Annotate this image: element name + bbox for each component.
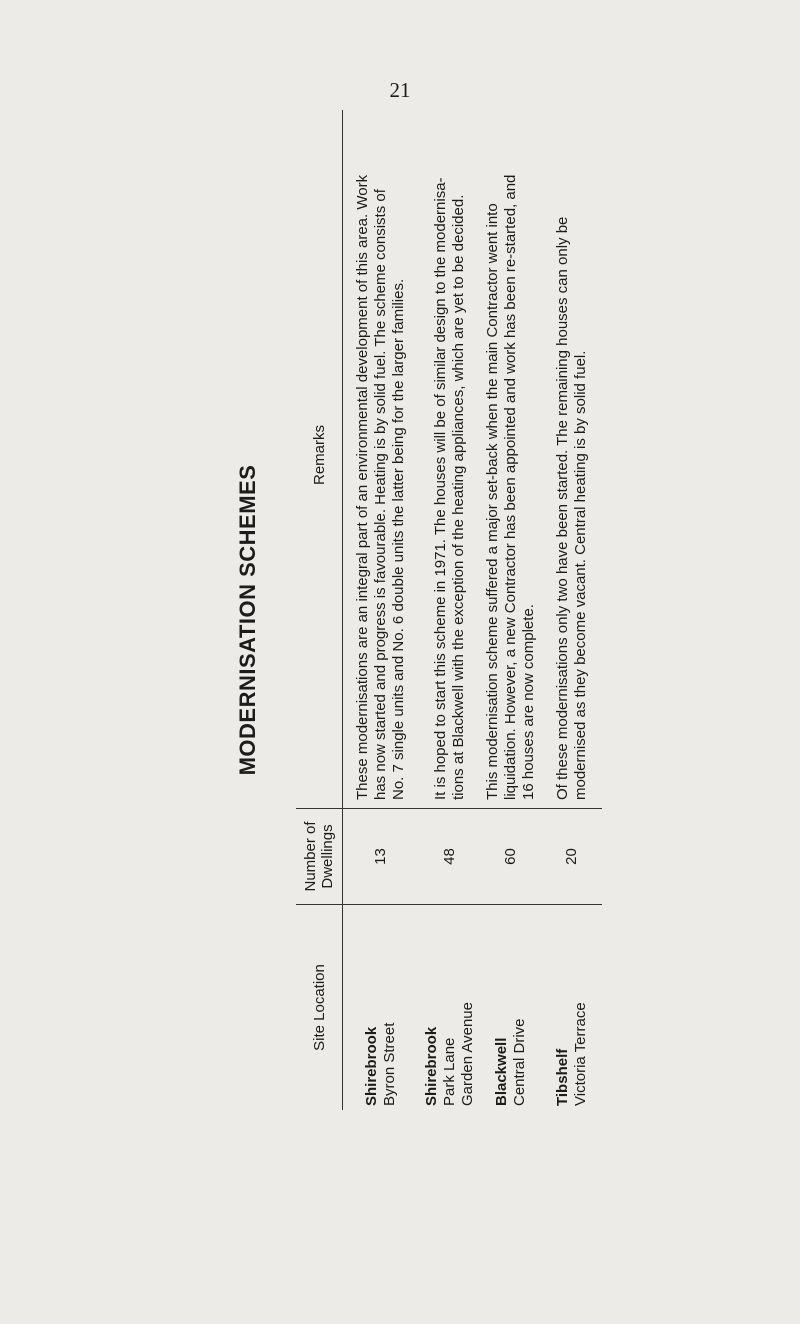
- site-location-line: Victoria Terrace: [571, 1002, 589, 1106]
- page-title: MODERNISATION SCHEMES: [235, 464, 260, 776]
- remarks-line: 16 houses are now complete.: [519, 604, 537, 800]
- header-site-location: Site Location: [296, 905, 343, 1111]
- site-location-line: Byron Street: [381, 1022, 398, 1106]
- site-location-line: Shirebrook: [363, 1026, 380, 1106]
- remarks-line: This modernisation scheme suffered a major set-back when the main Contractor went into: [483, 203, 501, 800]
- remarks-line: These modernisations are an integral part of an environmental development of this area. Work: [354, 174, 371, 800]
- table-row: [541, 110, 602, 1110]
- site-location-cell: [480, 905, 541, 1111]
- remarks-cell: [541, 110, 602, 809]
- number-of-dwellings-cell: 20: [541, 809, 602, 905]
- table-row: [419, 110, 480, 1110]
- site-location-line: Garden Avenue: [458, 1002, 476, 1106]
- remarks-line: Of these modernisations only two have been started. The remaining houses can only be: [553, 216, 571, 800]
- table-header-row: [296, 110, 343, 1110]
- number-of-dwellings-cell: 13: [343, 809, 420, 905]
- schemes-table: [296, 110, 602, 1110]
- header-remarks: Remarks: [296, 110, 343, 809]
- remarks-cell: [480, 110, 541, 809]
- number-of-dwellings-cell: 48: [419, 809, 480, 905]
- remarks-cell: [343, 110, 420, 809]
- site-location-cell: [419, 905, 480, 1111]
- remarks-line: modernised as they become vacant. Central heating is by solid fuel.: [571, 350, 589, 800]
- site-location-line: Central Drive: [510, 1018, 528, 1106]
- remarks-line: No. 7 single units and No. 6 double units the latter being for the larger families.: [390, 278, 407, 800]
- remarks-line: It is hoped to start this scheme in 1971. The houses will be of similar design to the modernisa-: [431, 177, 449, 800]
- site-location-cell: [541, 905, 602, 1111]
- page-number: 21: [389, 78, 411, 102]
- site-location-cell: [343, 905, 420, 1111]
- remarks-line: tions at Blackwell with the exception of the heating appliances, which are yet to be decided.: [449, 194, 467, 800]
- table-row: [343, 110, 420, 1110]
- site-location-line: Tibshelf: [553, 1048, 571, 1106]
- site-location-line: Blackwell: [492, 1037, 510, 1106]
- site-location-line: Shirebrook: [422, 1026, 440, 1106]
- remarks-line: has now started and progress is favourable. Heating is by solid fuel. The scheme consists of: [372, 189, 389, 800]
- table-row: [480, 110, 541, 1110]
- number-of-dwellings-cell: 60: [480, 809, 541, 905]
- remarks-cell: [419, 110, 480, 809]
- remarks-line: liquidation. However, a new Contractor has been appointed and work has been re-started, and: [501, 174, 519, 800]
- rotated-sheet: [228, 120, 593, 1120]
- site-location-line: Park Lane: [440, 1037, 458, 1106]
- header-number-of-dwellings: Number of Dwellings: [296, 809, 343, 905]
